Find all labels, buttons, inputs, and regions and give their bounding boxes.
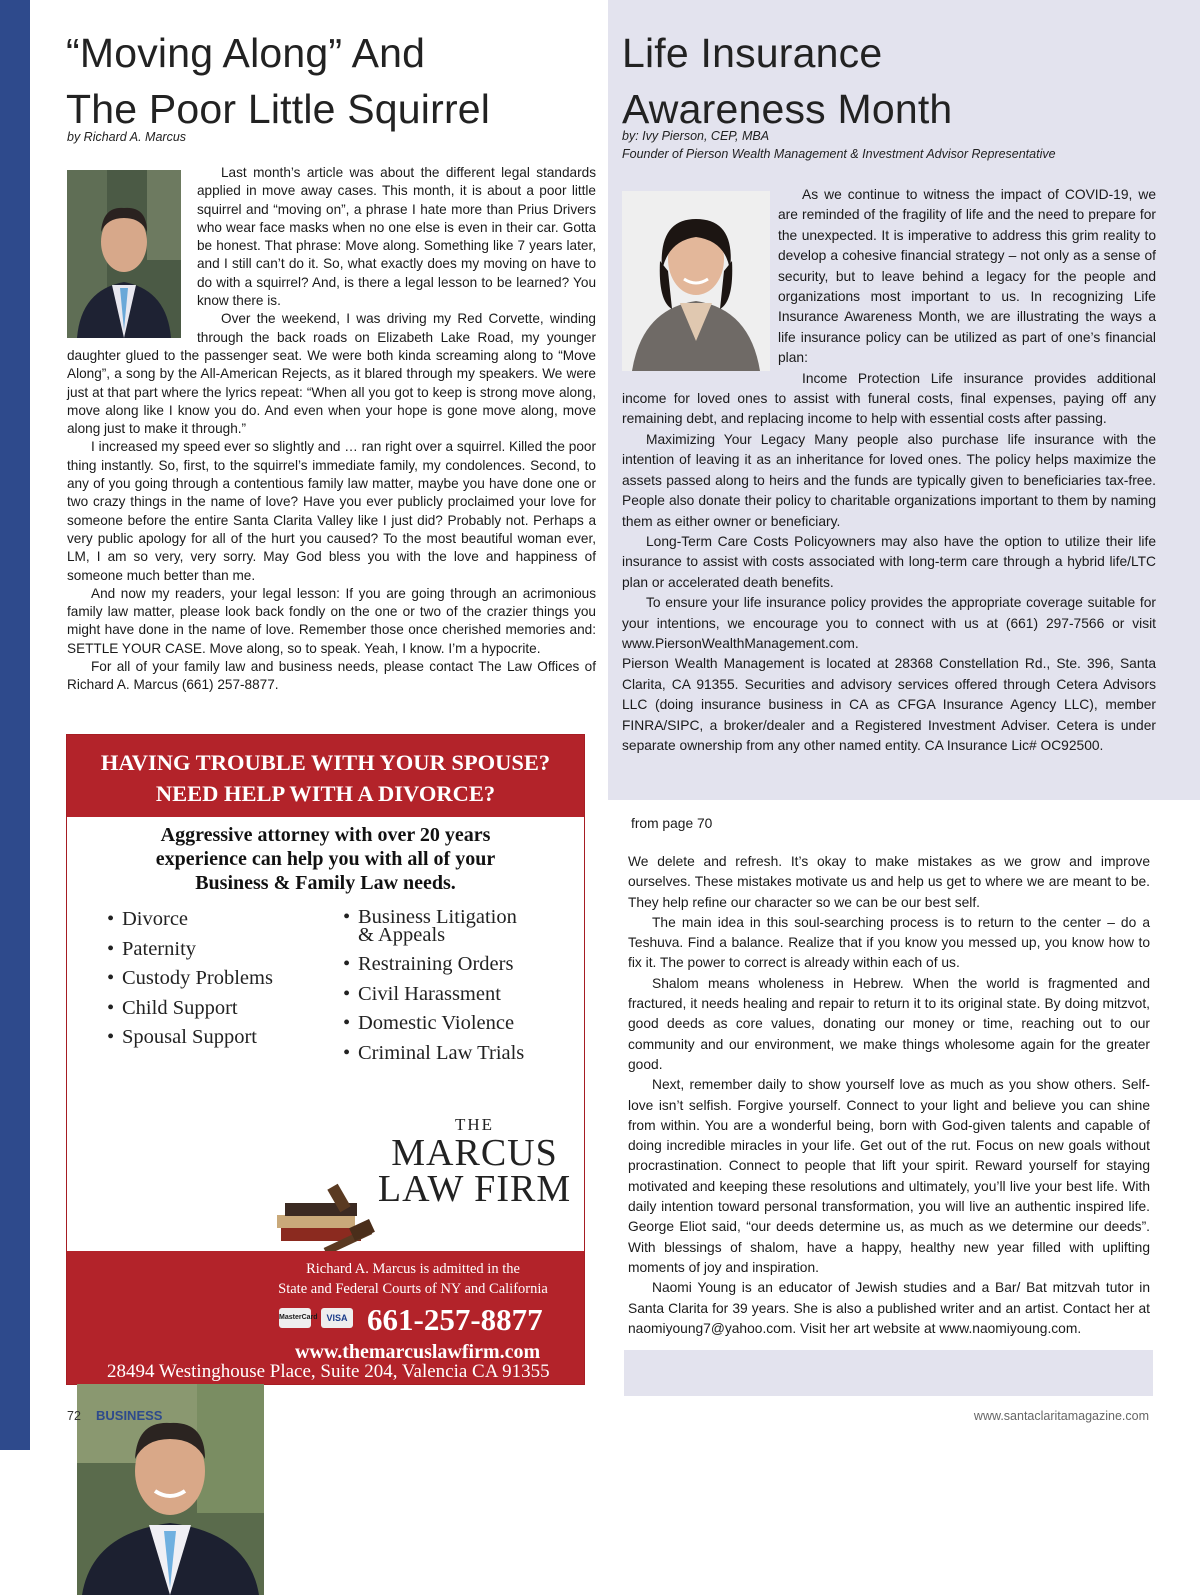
author-photo-marcus [67,170,181,338]
continued-paragraph: Next, remember daily to show yourself love as much as you show others. Self-love isn’t selfish. Forgive yourself. Connect to your light and believe you can shine from within. You are a wonderful being, born with God-given talents and capable of doing incredible miracles in your life. Get out of the rut. Focus on new goals without procrastination. Connect to people that lift your spirit. Reward yourself for staying motivated and keeping these resolutions and ultimately, you’ll live your best life. With daily intention toward personal transformation, you will live an authentic inspired life. George Eliot said, “our deeds determine us, as much as we determine our deeds”. With blessings of shalom, have a happy, healthy new year filled with uplifting moments of joy and inspiration. [628,1077,1150,1275]
attorney-photo-ad-main [77,1373,264,1595]
article2-body [622,185,1156,756]
ad-sub-line2: experience can help you with all of your [155,848,496,870]
article2-title-line1: Life Insurance [622,30,883,76]
service-item: • Domestic Violence [343,1012,515,1035]
article1-byline: by Richard A. Marcus [67,130,187,144]
ad-footer [67,1251,584,1384]
section-label: BUSINESS [96,1408,163,1423]
article1-title-line1: “Moving Along” And [66,30,426,76]
books-gavel-icon [273,1175,383,1255]
article1-title [66,25,596,137]
service-item: • Civil Harassment [343,982,501,1005]
continued-paragraph: Shalom means wholeness in Hebrew. When the world is fragmented and fractured, it needs healing and repair to return it to its original state. By doing mitzvot, good deeds as core values, donating our money or time, reaching out to our community and our environment, we make things wholesome again for the greater good. [628,975,1150,1072]
ad-headline-line1: HAVING TROUBLE WITH YOUR SPOUSE? [100,750,551,775]
article2-paragraph: Long-Term Care Costs Policyowners may also have the option to utilize their life insurance to assist with costs associated with long-term care through a hybrid life/LTC plan or accelerated death benefits. [622,533,1156,590]
service-item: • Criminal Law Trials [343,1041,525,1064]
ad-website: www.themarcuslawfirm.com [295,1341,541,1363]
ad-services-left [107,905,273,1053]
article2-byline [622,127,1182,163]
article2-paragraph: Pierson Wealth Management is located at 28368 Constellation Rd., Ste. 396, Santa Clarita, CA 91355. Securities and advisory services offered through Cetera Advisors LLC (doing insurance business in CA as CFGA Insurance Agency LLC), member FINRA/SIPC, a broker/dealer and a Registered Investment Adviser. Cetera is under separate ownership from any other named entity. CA Insurance Lic# OC92500. [622,656,1156,753]
magazine-url: www.santaclaritamagazine.com [973,1409,1149,1423]
admission-line2: State and Federal Courts of NY and California [278,1281,548,1297]
admission-note [263,1259,563,1299]
continued-paragraph: We delete and refresh. It’s okay to make mistakes as we grow and improve ourselves. These mistakes motivate us and help us get to where we are meant to be. They help refine our character so we can be our best self. [628,854,1150,910]
article2-title [622,25,1182,137]
article2-paragraph: As we continue to witness the impact of COVID-19, we are reminded of the fragility of life and the need to prepare for the unexpected. It is imperative to address this grim reality to develop a cohesive financial strategy – not only as a sense of security, but to leave behind a legacy for the people and organizations most important to us. In recognizing Life Insurance Awareness Month, we are illustrating the ways a life insurance policy can be utilized as part of one’s financial plan: [778,187,1156,366]
service-item: • Custody Problems [107,967,273,990]
continued-from-page: from page 70 [631,816,713,831]
continued-paragraph: Naomi Young is an educator of Jewish studies and a Bar/ Bat mitzvah tutor in Santa Clarita for 39 years. She is also a published writer and an artist. Contact her at naomiyoung7@yahoo.com. Visit her art website at www.naomiyoung.com. [628,1280,1150,1336]
blue-spine-bar [0,0,30,1450]
service-item: • Divorce [107,908,189,930]
service-item: • Child Support [107,996,238,1019]
article2-title-line2: Awareness Month [622,86,953,132]
ad-phone-number: 661-257-8877 [367,1302,543,1337]
service-item: • Paternity [107,937,197,960]
ad-sub-line3: Business & Family Law needs. [195,872,456,894]
visa-icon: VISA [321,1308,353,1328]
article2-byline-line2: Founder of Pierson Wealth Management & Investment Advisor Representative [622,147,1056,161]
ad-services-right [343,903,524,1068]
continued-article-body [628,852,1150,1339]
article1-paragraph: I increased my speed ever so slightly and … ran right over a squirrel. Killed the poor thing instantly. So, first, to the squirrel’s immediate family, my condolences. Second, to any of you going through a contentious family law matter, maybe you have done one or two crazy things in the name of love? Have you ever publicly proclaimed your love for someone before the entire Santa Clarita Valley like I just did? Probably not. Perhaps a very public apology for all of the hurt you caused? To the most beautiful woman ever, LM, I am so very, very sorry. May God bless you with the love and happiness of someone much better than me. [67,439,596,583]
author-photo-pierson [622,191,770,371]
service-item: • Business Litigation [343,906,517,928]
law-firm-advertisement [66,734,585,1385]
ad-address: 28494 Westinghouse Place, Suite 204, Valencia CA 91355 [107,1361,550,1382]
article2-paragraph: Income Protection Life insurance provides additional income for loved ones to assist with funeral costs, final expenses, paying off any remaining debt, and replacing income to help with essential costs after passing. [622,370,1156,427]
article1-paragraph: And now my readers, your legal lesson: If you are going through an acrimonious family law matter, please look back fondly on the one or two of the crazier things you might have done in the name of love. Remember those once cherished memories and: SETTLE YOUR CASE. Move along, so to speak. Yeah, I know. I’m a hypocrite. [67,585,596,656]
logo-name-line2: LAW FIRM [377,1168,572,1210]
service-item: • Spousal Support [107,1026,257,1049]
ad-sub-line1: Aggressive attorney with over 20 years [160,824,491,846]
ad-subheadline [67,823,584,895]
bottom-shaded-band [624,1350,1153,1396]
admission-line1: Richard A. Marcus is admitted in the [306,1261,520,1277]
article2-paragraph: Maximizing Your Legacy Many people also purchase life insurance with the intention of leaving it as an inheritance for loved ones. The policy helps maximize the assets passed along to heirs and the funds are typically given to beneficiaries tax-free. People also donate their policy to charitable organizations important to them by naming them as either owner or beneficiary. [622,431,1156,529]
logo-the: THE [454,1115,495,1134]
article1-paragraph: Last month’s article was about the different legal standards applied in move away cases. This month, it is about a poor little squirrel and “moving on”, a phrase I hate more than Prius Drivers who wear face masks when no one else is even in their car. Gotta be honest. That phrase: Move along. Something like 7 years later, and I still can’t do it. So, what exactly does my moving on have to do with a squirrel? And, is there a legal lesson to be learned? You know there is. [197,165,596,309]
service-item: & Appeals [358,924,446,947]
article1-title-line2: The Poor Little Squirrel [66,86,491,132]
continued-paragraph: The main idea in this soul-searching process is to return to the center – do a Teshuva. Find a balance. Realize that if you know you messed up, you know how to fix it. The power to correct is already within each of us. [628,914,1150,971]
article1-body [67,164,596,695]
law-firm-logo [377,1115,572,1210]
article1-paragraph: Over the weekend, I was driving my Red Corvette, winding through the back roads on Elizabeth Lake Road, my younger daughter glued to the passenger seat. We were both kinda screaming along to “Move Along”, a song by the All-American Rejects, as it blared through my speakers. We were just at that part where the lyrics repeat: “When all you got to keep is strong move along, move along like I know you do. And even when your hope is gone move along, move along just to make it through.” [67,311,596,437]
mastercard-icon: MasterCard [279,1308,311,1328]
ad-headline-line2: NEED HELP WITH A DIVORCE? [155,781,496,806]
page-number: 72 [67,1409,81,1423]
service-item: • Restraining Orders [343,953,514,976]
article2-paragraph: To ensure your life insurance policy provides the appropriate coverage suitable for your intentions, we encourage you to connect with us at (661) 297-7566 or visit www.PiersonWealthManagement.com. [622,595,1156,651]
article1-paragraph: For all of your family law and business needs, please contact The Law Offices of Richard A. Marcus (661) 257-8877. [67,659,596,693]
ad-headline [67,735,584,817]
logo-name-line1: MARCUS [391,1132,558,1174]
article2-byline-line1: by: Ivy Pierson, CEP, MBA [622,129,770,143]
